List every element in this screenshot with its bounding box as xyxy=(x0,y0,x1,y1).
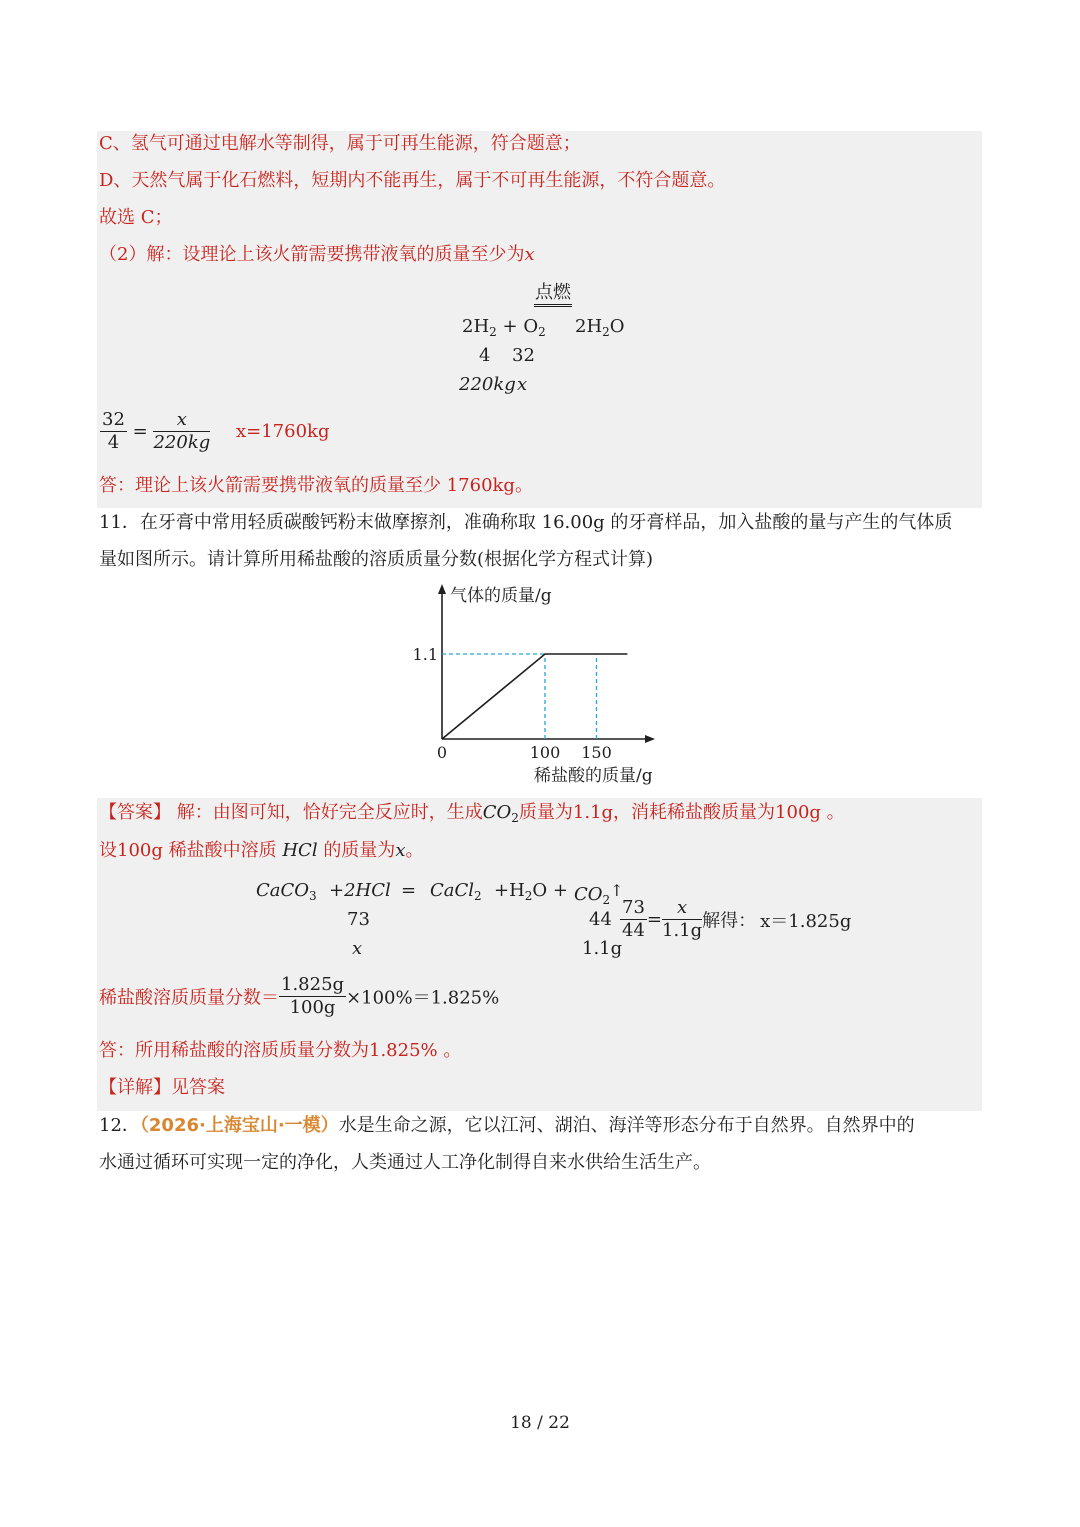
x-axis-label: 稀盐酸的质量/g xyxy=(534,766,653,786)
detail-line xyxy=(99,1077,225,1099)
y-tick-label-1.1: 1.1 xyxy=(412,645,438,664)
question-11-line1: 11．在牙膏中常用轻质碳酸钙粉末做摩擦剂，准确称取 16.00g 的牙膏样品，加入盐酸的量与产生的气体质 xyxy=(99,512,953,533)
answer-hcl: HCl xyxy=(282,840,318,861)
eq-caco3-sub: 3 xyxy=(309,889,317,903)
eq-co2-sub: 2 xyxy=(602,893,611,907)
ratio-left-num: 32 xyxy=(102,409,125,430)
answer-11-line2 xyxy=(99,840,423,862)
question-11-line2: 量如图所示。请计算所用稀盐酸的溶质质量分数(根据化学方程式计算) xyxy=(99,549,654,570)
part2-intro-line xyxy=(99,244,535,266)
answer-11-line2-b: 的质量为 xyxy=(323,840,396,861)
eq-h2o-2-tail: O + xyxy=(532,880,568,901)
eq-o2: + O xyxy=(496,316,539,337)
ratio2-left-den: 44 xyxy=(622,920,645,941)
mass-h2: 4 xyxy=(479,345,491,366)
given-co2: 1.1g xyxy=(582,938,623,959)
x-tick-label-100: 100 xyxy=(529,743,561,762)
reaction-condition: 点燃 xyxy=(534,282,572,307)
option-d-line: D、天然气属于化石燃料，短期内不能再生，属于不可再生能源，不符合题意。 xyxy=(99,170,726,191)
given-h2: 220kg xyxy=(459,374,516,395)
mass-hcl: 73 xyxy=(347,909,370,930)
x-axis-arrow xyxy=(645,735,655,743)
detail-text: 见答案 xyxy=(171,1077,225,1098)
answer-co2: CO xyxy=(482,802,512,823)
mass-co2: 44 xyxy=(589,909,612,930)
given-o2: x xyxy=(517,374,528,395)
ratio2-left-num: 73 xyxy=(622,897,645,918)
answer-11-final: 答：所用稀盐酸的溶质质量分数为1.825% 。 xyxy=(99,1040,462,1061)
question-12-source: （2026·上海宝山·一模） xyxy=(139,1115,339,1136)
question-12-number: 12． xyxy=(99,1115,140,1136)
eq-co2: CO xyxy=(574,884,603,905)
question-12-text: 水是生命之源，它以江河、湖泊、海洋等形态分布于自然界。自然界中的 xyxy=(338,1115,915,1136)
ratio2-right-num: x xyxy=(662,897,702,920)
ratio-equals: = xyxy=(132,421,148,442)
ratio-right xyxy=(153,409,210,454)
equation-cacl2 xyxy=(430,880,482,907)
ratio-right-num: x xyxy=(153,409,210,432)
question-12-line1 xyxy=(99,1115,915,1137)
option-c-line: C、氢气可通过电解水等制得，属于可再生能源，符合题意； xyxy=(99,133,581,154)
answer-11-line2-c: 。 xyxy=(405,840,424,861)
eq-h2o-2-sub: 2 xyxy=(524,889,533,903)
part1-answer: 答：理论上该火箭需要携带液氧的质量至少 1760kg。 xyxy=(99,475,533,496)
ratio-result: x=1760kg xyxy=(236,421,330,442)
eq-h2o-sub: 2 xyxy=(602,325,610,339)
mass-fraction-frac xyxy=(279,974,346,1019)
ratio-equation xyxy=(100,409,329,454)
answer-11-text-a: 解：由图可知，恰好完全反应时，生成 xyxy=(171,802,483,823)
part2-intro-text: （2）解：设理论上该火箭需要携带液氧的质量至少为 xyxy=(99,244,525,265)
given-hcl: x xyxy=(352,938,363,959)
eq-cacl2-sub: 2 xyxy=(474,889,482,903)
answer-11-var: x xyxy=(395,840,406,861)
equation-h2o xyxy=(575,316,625,343)
question-12-line2: 水通过循环可实现一定的净化，人类通过人工净化制得自来水供给生活生产。 xyxy=(99,1152,711,1173)
solve-result: x＝1.825g xyxy=(760,910,852,932)
ratio2-left xyxy=(620,897,647,942)
mass-fraction-den: 100g xyxy=(289,997,336,1018)
y-axis-label: 气体的质量/g xyxy=(450,586,552,606)
solve-label: 解得： xyxy=(702,910,757,932)
detail-tag: 【详解】 xyxy=(99,1077,171,1098)
eq-caco3: CaCO xyxy=(256,880,310,901)
series-line-0 xyxy=(442,654,627,739)
eq-h2o: 2H xyxy=(575,316,603,337)
ratio-equation-2 xyxy=(620,897,851,942)
eq-o2-sub: 2 xyxy=(538,325,546,339)
part2-variable: x xyxy=(524,244,535,265)
eq-equals: = xyxy=(401,880,417,901)
eq-hcl: +2HCl xyxy=(329,880,391,901)
eq-h2o-2: +H xyxy=(494,880,525,901)
eq-co2-arrow: ↑ xyxy=(610,881,624,900)
y-axis-arrow xyxy=(438,584,446,594)
equation-h2o-2 xyxy=(494,880,568,907)
equation-h2-o2 xyxy=(462,316,546,343)
ratio2-equals: = xyxy=(646,909,662,930)
gas-mass-chart xyxy=(400,580,690,790)
ratio-left-den: 4 xyxy=(107,432,120,453)
eq-h2: 2H xyxy=(462,316,490,337)
mass-fraction-tail: ×100%＝1.825% xyxy=(346,987,500,1009)
answer-11-line2-a: 设100g 稀盐酸中溶质 xyxy=(99,840,277,861)
answer-11-line1 xyxy=(99,802,845,829)
x-tick-label-0: 0 xyxy=(436,743,448,762)
mass-fraction-label: 稀盐酸溶质质量分数＝ xyxy=(99,987,279,1009)
eq-h2o-tail: O xyxy=(609,316,625,337)
answer-11-text-b: 质量为1.1g，消耗稀盐酸质量为100g 。 xyxy=(518,802,845,823)
eq-h2-sub: 2 xyxy=(489,325,497,339)
page-number: 18 / 22 xyxy=(510,1413,570,1433)
answer-co2-sub: 2 xyxy=(511,811,519,825)
choose-line: 故选 C； xyxy=(99,207,173,228)
equation-co2 xyxy=(574,880,624,911)
mass-fraction-num: 1.825g xyxy=(281,974,345,995)
ratio2-right-den: 1.1g xyxy=(662,920,703,941)
ratio-right-den: 220kg xyxy=(153,432,211,453)
ratio-left xyxy=(100,409,127,454)
mass-o2: 32 xyxy=(512,345,535,366)
equation-caco3 xyxy=(256,880,317,907)
mass-fraction-line xyxy=(99,974,499,1019)
answer-tag: 【答案】 xyxy=(99,802,171,823)
eq-cacl2: CaCl xyxy=(430,880,475,901)
x-tick-label-150: 150 xyxy=(581,743,612,762)
ratio2-right xyxy=(662,897,702,942)
